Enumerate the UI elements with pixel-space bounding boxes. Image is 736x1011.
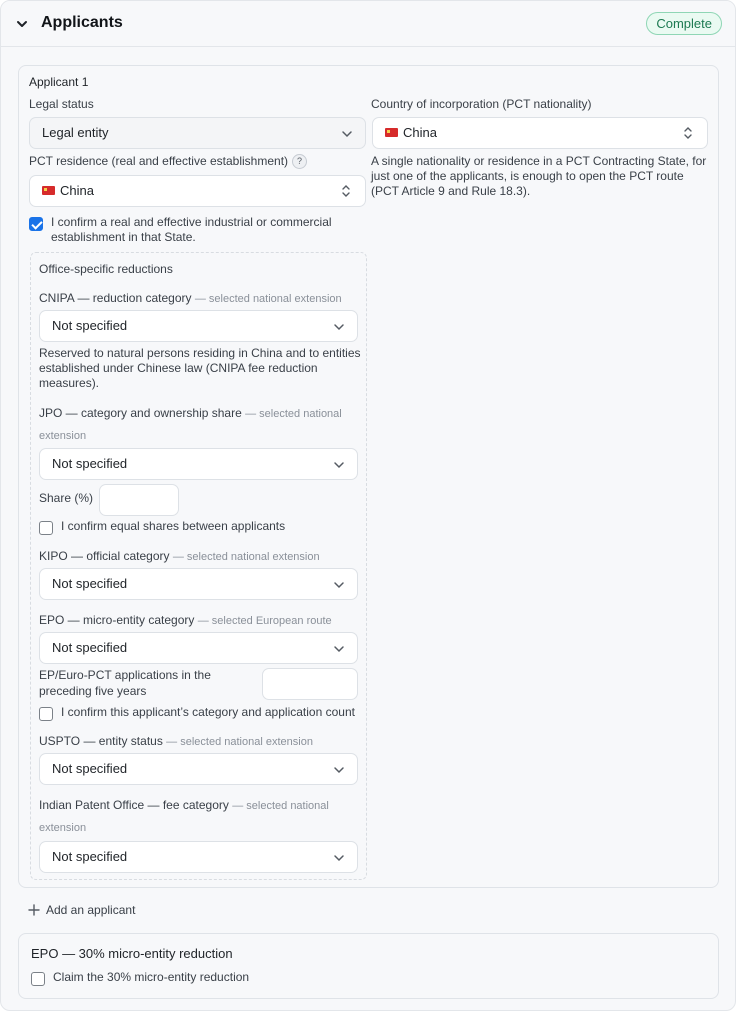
residence-label: PCT residence (real and effective establishment) bbox=[29, 154, 289, 168]
establishment-confirm-line2: establishment in that State. bbox=[51, 230, 196, 244]
equal-shares-label: I confirm equal shares between applicants bbox=[61, 519, 286, 533]
legal-status-select[interactable] bbox=[29, 117, 366, 149]
cnipa-value: Not specified bbox=[52, 318, 128, 333]
chevron-down-icon bbox=[333, 643, 345, 655]
legal-status-value: Legal entity bbox=[42, 125, 109, 140]
section-title: Applicants bbox=[41, 14, 123, 31]
epo-confirm-checkbox[interactable] bbox=[39, 707, 53, 721]
help-icon[interactable]: ? bbox=[292, 154, 307, 169]
office-reductions-box bbox=[30, 252, 367, 880]
cnipa-note-line2: established under Chinese law (CNIPA fee reduction bbox=[39, 361, 318, 375]
jpo-hint-line2: extension bbox=[39, 430, 87, 442]
share-label: Share (%) bbox=[39, 491, 94, 505]
uspto-hint: — selected national extension bbox=[166, 736, 313, 748]
ipo-hint-line2: extension bbox=[39, 822, 87, 834]
uspto-value: Not specified bbox=[52, 761, 128, 776]
residence-value: China bbox=[60, 183, 94, 198]
claim-reduction-checkbox[interactable] bbox=[31, 972, 45, 986]
status-badge: Complete bbox=[646, 12, 722, 35]
share-input[interactable] bbox=[99, 484, 179, 516]
kipo-label-row bbox=[39, 549, 320, 563]
china-flag-icon bbox=[42, 186, 55, 195]
cnipa-hint: — selected national extension bbox=[194, 293, 342, 305]
country-value: China bbox=[403, 125, 437, 140]
chevron-down-icon bbox=[341, 128, 353, 140]
epo-confirm-label: I confirm this applicant’s category and application count bbox=[61, 705, 355, 719]
jpo-hint-line1: — selected national bbox=[245, 408, 342, 420]
epo-count-label-line2: preceding five years bbox=[39, 684, 147, 698]
epo-hint: — selected European route bbox=[197, 615, 332, 627]
updown-chevron-icon bbox=[341, 184, 351, 198]
nationality-note: A single nationality or residence in a PCT Contracting State, for just one of the applicants, is enough to open the PCT route (PCT Article 9 and Rule 18.3). bbox=[371, 154, 707, 198]
chevron-down-icon bbox=[333, 321, 345, 333]
cnipa-label: CNIPA — reduction category bbox=[39, 291, 192, 305]
uspto-label-row bbox=[39, 734, 313, 748]
chevron-down-icon bbox=[333, 852, 345, 864]
chevron-down-icon[interactable] bbox=[15, 17, 29, 31]
cnipa-select[interactable] bbox=[39, 310, 358, 342]
epo-label: EPO — micro-entity category bbox=[39, 613, 195, 627]
uspto-select[interactable] bbox=[39, 753, 358, 785]
applicant-card bbox=[18, 65, 719, 888]
ipo-hint-line1: — selected national bbox=[232, 800, 329, 812]
legal-status-label: Legal status bbox=[29, 97, 94, 111]
reductions-title: Office-specific reductions bbox=[39, 262, 173, 276]
epo-value: Not specified bbox=[52, 640, 128, 655]
jpo-label-row bbox=[39, 406, 342, 420]
section-header[interactable] bbox=[1, 1, 735, 47]
residence-select[interactable] bbox=[29, 175, 366, 207]
ipo-label: Indian Patent Office — fee category bbox=[39, 798, 229, 812]
country-select[interactable] bbox=[372, 117, 708, 149]
establishment-checkbox[interactable] bbox=[29, 217, 43, 231]
ipo-select[interactable] bbox=[39, 841, 358, 873]
uspto-label: USPTO — entity status bbox=[39, 734, 163, 748]
equal-shares-checkbox[interactable] bbox=[39, 521, 53, 535]
applicant-heading: Applicant 1 bbox=[29, 75, 89, 89]
country-label: Country of incorporation (PCT nationality) bbox=[371, 97, 592, 111]
kipo-value: Not specified bbox=[52, 576, 128, 591]
ipo-value: Not specified bbox=[52, 849, 128, 864]
claim-reduction-label: Claim the 30% micro-entity reduction bbox=[53, 970, 250, 984]
establishment-confirm-line1: I confirm a real and effective industrial or commercial bbox=[51, 215, 332, 229]
kipo-label: KIPO — official category bbox=[39, 549, 170, 563]
add-applicant-button[interactable] bbox=[28, 902, 135, 917]
updown-chevron-icon bbox=[683, 126, 693, 140]
chevron-down-icon bbox=[333, 764, 345, 776]
plus-icon bbox=[28, 904, 40, 916]
ipo-label-row bbox=[39, 798, 329, 812]
epo-select[interactable] bbox=[39, 632, 358, 664]
kipo-hint: — selected national extension bbox=[172, 551, 320, 563]
epo-count-label-line1: EP/Euro-PCT applications in the bbox=[39, 668, 211, 682]
epo-label-row bbox=[39, 613, 332, 627]
cnipa-note-line1: Reserved to natural persons residing in China and to entities bbox=[39, 346, 361, 360]
chevron-down-icon bbox=[333, 459, 345, 471]
jpo-select[interactable] bbox=[39, 448, 358, 480]
jpo-value: Not specified bbox=[52, 456, 128, 471]
epo-reduction-card bbox=[18, 933, 719, 999]
cnipa-label-row bbox=[39, 291, 342, 305]
cnipa-note-line3: measures). bbox=[39, 376, 100, 390]
kipo-select[interactable] bbox=[39, 568, 358, 600]
chevron-down-icon bbox=[333, 579, 345, 591]
add-applicant-label: Add an applicant bbox=[46, 903, 136, 917]
epo-count-input[interactable] bbox=[262, 668, 358, 700]
china-flag-icon bbox=[385, 128, 398, 137]
residence-label-row bbox=[29, 154, 307, 169]
epo-reduction-title: EPO — 30% micro-entity reduction bbox=[31, 946, 233, 961]
jpo-label: JPO — category and ownership share bbox=[39, 406, 242, 420]
